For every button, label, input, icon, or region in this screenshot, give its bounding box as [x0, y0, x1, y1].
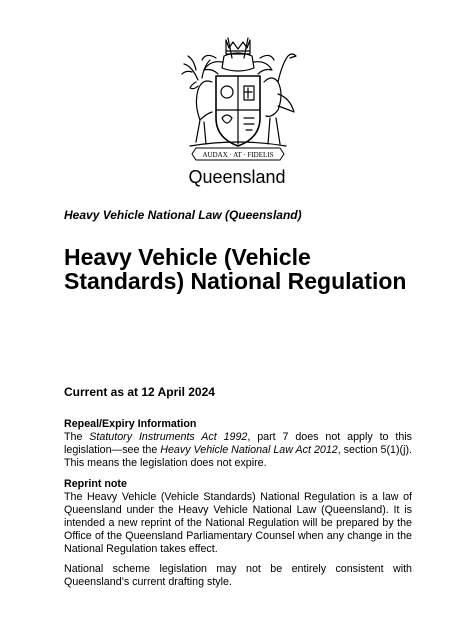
reprint-note-section: [64, 478, 412, 556]
repeal-text-part-1: The: [64, 431, 90, 443]
reprint-note-text: The Heavy Vehicle (Vehicle Standards) National Regulation is a law of Queensland under the Heavy Vehicle National Law (Queensland). It is intended a new reprint of the National Regulation will be prepared by the Office of the Queensland Parliamentary Counsel when any change in the National Regulation takes effect.: [64, 491, 412, 555]
hvnl-act-name: Heavy Vehicle National Law Act 2012: [160, 444, 338, 456]
drafting-style-note: [64, 563, 412, 589]
reprint-note-heading: Reprint note: [64, 478, 127, 490]
repeal-expiry-text: [64, 431, 412, 470]
repeal-expiry-section: [64, 418, 412, 470]
drafting-style-text: National scheme legislation may not be entirely consistent with Queensland’s current drafting style.: [64, 563, 412, 588]
state-name: Queensland: [188, 167, 286, 187]
repeal-text-part-3: , section 5(1)(j). This means the legislation does not expire.: [64, 444, 412, 469]
current-as-at-date: Current as at 12 April 2024: [64, 385, 215, 399]
coat-of-arms-icon: [166, 34, 310, 168]
act-title: Heavy Vehicle National Law (Queensland): [64, 208, 302, 222]
regulation-title: Heavy Vehicle (Vehicle Standards) National Regulation: [64, 244, 407, 294]
crest-motto: AUDAX · AT · FIDELIS: [202, 151, 274, 159]
statutory-instruments-act-name: Statutory Instruments Act 1992: [89, 431, 248, 443]
repeal-expiry-heading: Repeal/Expiry Information: [64, 418, 197, 430]
repeal-text-part-2: , part 7 does not apply to this legislation—see the: [64, 431, 412, 456]
